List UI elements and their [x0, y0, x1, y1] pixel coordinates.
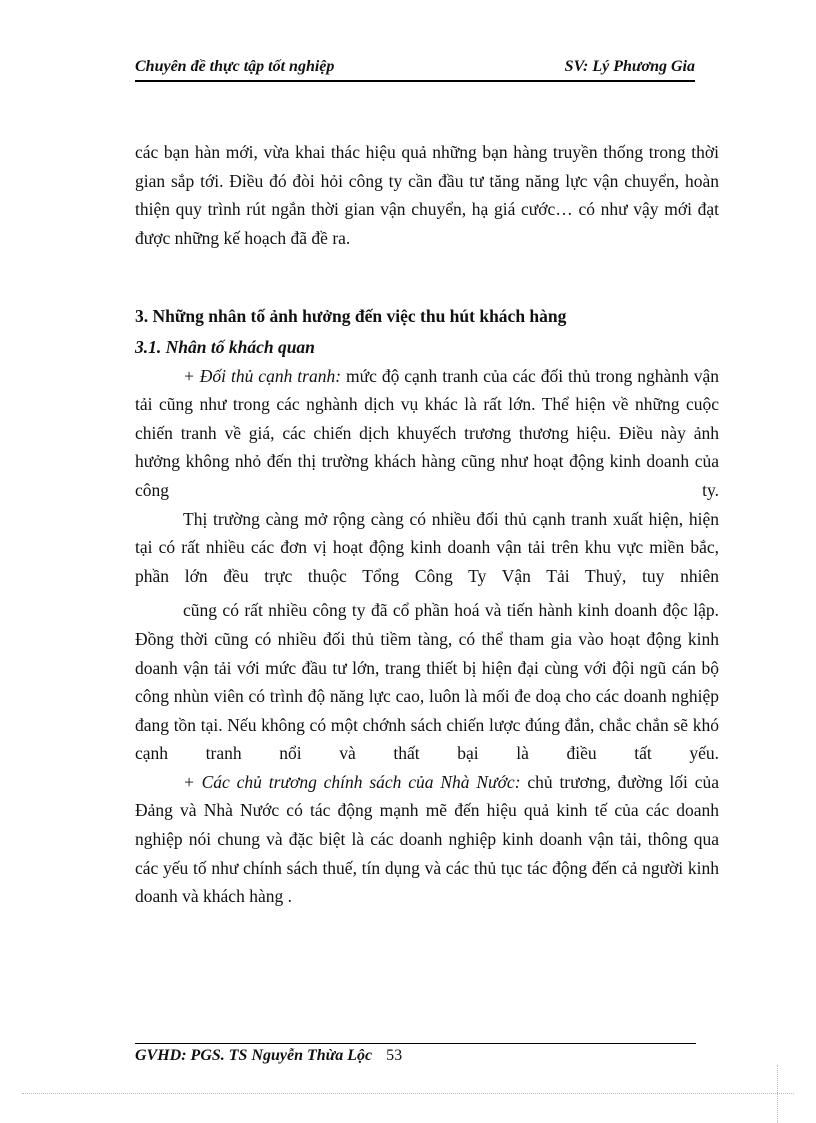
page-border-dotted-vertical [777, 1065, 778, 1123]
document-body [135, 138, 719, 911]
policy-label: + Các chủ trương chính sách của Nhà Nước: [183, 771, 521, 792]
paragraph-competitors [135, 362, 719, 505]
competitors-text: mức độ cạnh tranh của các đối thủ trong nghành vận tải cũng như trong các nghành dịch vụ khác là rất lớn. Thể hiện về những cuộc chiến tranh về giá, các chiến dịch khuyếch trương thương hiệu. Điều này ảnh hưởng không nhỏ đến thị trường khách hàng cũng như hoạt động kinh doanh của công ty. [135, 365, 719, 500]
footer-rule [135, 1043, 696, 1044]
page-header [135, 58, 695, 82]
paragraph-market: Thị trường càng mở rộng càng có nhiều đối thủ cạnh tranh xuất hiện, hiện tại có rất nhiều các đơn vị hoạt động kinh doanh vận tải trên khu vực miền bắc, phần lớn đều trực thuộc Tổng Công Ty Vận Tải Thuỷ, tuy nhiên [135, 508, 719, 586]
policy-text: chủ trương, đường lối của Đảng và Nhà Nước có tác động mạnh mẽ đến hiệu quả kinh tế của các doanh nghiệp nói chung và đặc biệt là các doanh nghiệp kinh doanh vận tải, thông qua các yếu tố như chính sách thuế, tín dụng và các thủ tục tác động đến cả người kinh doanh và khách hàng . [135, 771, 719, 907]
subsection-heading: 3.1. Nhân tố khách quan [135, 336, 315, 357]
page-footer [135, 1047, 402, 1065]
paragraph-independent: cũng có rất nhiều công ty đã cổ phần hoá và tiến hành kinh doanh độc lập. Đồng thời cũng có nhiều đối thủ tiềm tàng, có thể tham gia vào hoạt động kinh doanh vận tải với mức đầu tư lớn, trang thiết bị hiện đại cùng với đội ngũ cán bộ công nhùn viên có trình độ năng lực cao, luôn là mối đe doạ cho các doanh nghiệp đang tồn tại. Nếu không có một chớnh sách chiến lược đúng đắn, chắc chắn sẽ khó cạnh tranh nổi và thất bại là điều tất yếu. [135, 600, 719, 764]
section-heading: 3. Những nhân tố ảnh hưởng đến việc thu hút khách hàng [135, 306, 567, 327]
paragraph-intro: các bạn hàn mới, vừa khai thác hiệu quả những bạn hàng truyền thống trong thời gian sắp tới. Điều đó đòi hỏi công ty cần đầu tư tăng năng lực vận chuyển, hoàn thiện quy trình rút ngắn thời gian vận chuyển, hạ giá cước… có như vậy mới đạt được những kế hoạch đã đề ra. [135, 142, 719, 248]
header-title: Chuyên đề thực tập tốt nghiệp [135, 58, 335, 75]
footer-advisor: GVHD: PGS. TS Nguyễn Thừa Lộc [135, 1047, 373, 1064]
header-student: SV: Lý Phương Gia [564, 58, 695, 75]
page-number: 53 [386, 1047, 403, 1064]
page-border-dotted [22, 1093, 794, 1094]
paragraph-policy [135, 768, 719, 911]
competitors-label: + Đối thủ cạnh tranh: [183, 365, 342, 386]
